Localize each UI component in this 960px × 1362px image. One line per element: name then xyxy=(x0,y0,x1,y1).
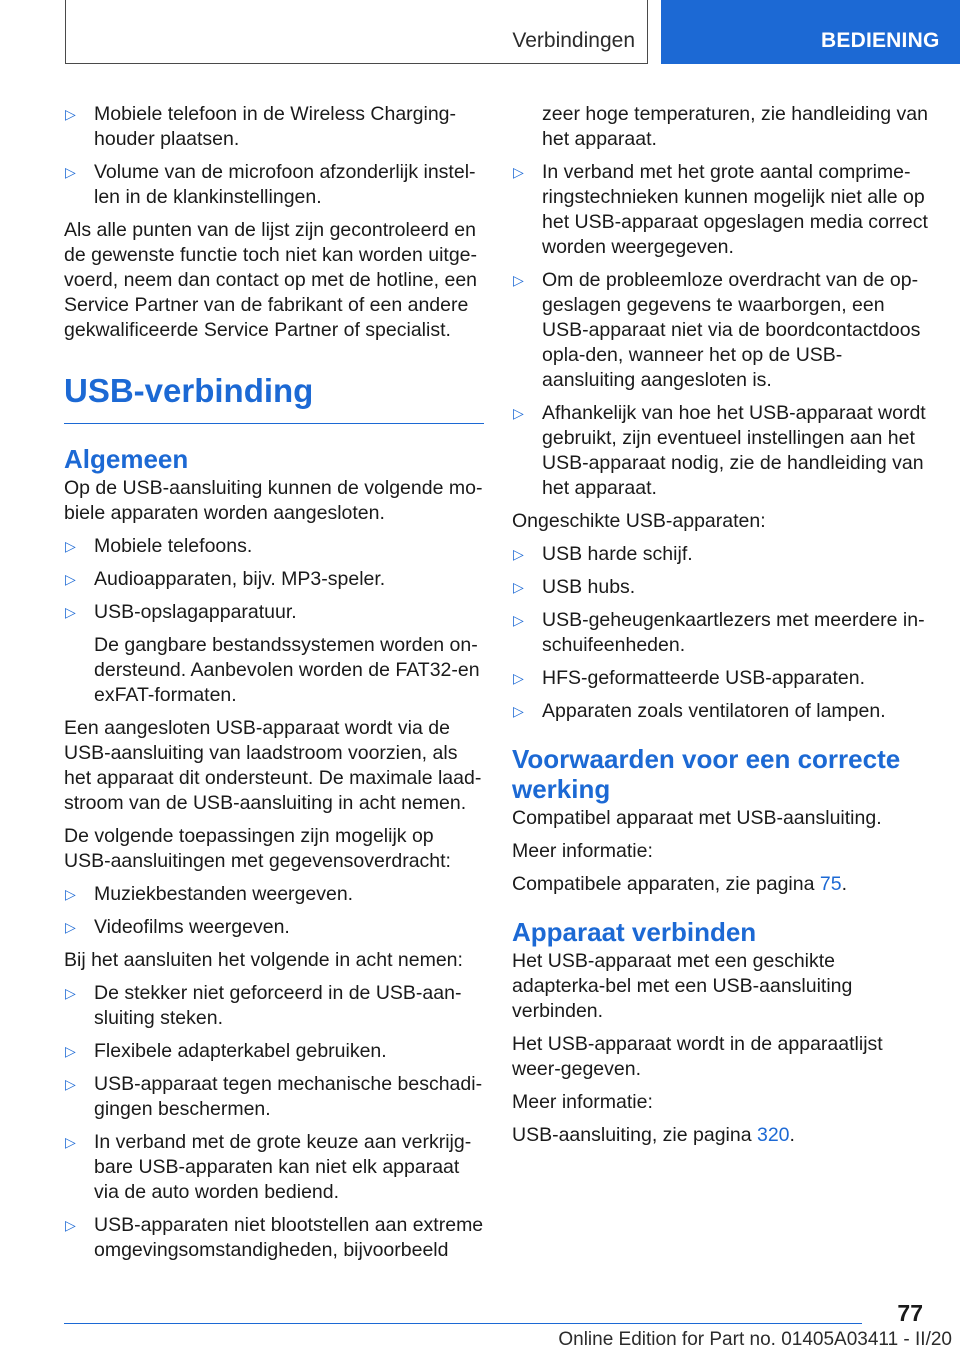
paragraph: Meer informatie: xyxy=(512,1091,653,1113)
bullet-triangle-icon: ▷ xyxy=(65,164,76,180)
list-item: ▷ Videofilms weergeven. xyxy=(65,916,290,938)
bullet-triangle-icon: ▷ xyxy=(65,571,76,587)
header-chapter-label: BEDIENING xyxy=(821,29,940,52)
section-heading: USB-verbinding xyxy=(64,371,484,424)
header-section-title: Verbindingen xyxy=(512,29,635,52)
bullet-triangle-icon: ▷ xyxy=(65,886,76,902)
list-item: ▷ In verband met het grote aantal comprime-ringstechnieken kunnen mogelijk niet alle op het USB-apparaat opgeslagen media correct worden weergegeven. xyxy=(513,161,928,258)
bullet-triangle-icon: ▷ xyxy=(65,1217,76,1233)
bullet-triangle-icon: ▷ xyxy=(513,579,524,595)
list-item-note: De gangbare bestandssystemen worden on-dersteund. Aanbevolen worden de FAT32-en exFAT-formaten. xyxy=(94,634,480,706)
bullet-triangle-icon: ▷ xyxy=(65,919,76,935)
page-link[interactable]: 75 xyxy=(819,873,842,895)
bullet-triangle-icon: ▷ xyxy=(65,1043,76,1059)
list-item: ▷ Volume van de microfoon afzonderlijk instel-len in de klankinstellingen. xyxy=(65,161,476,208)
bullet-triangle-icon: ▷ xyxy=(513,703,524,719)
paragraph: Compatibele apparaten, zie pagina 75. xyxy=(512,873,848,895)
page-number: 77 xyxy=(897,1300,923,1326)
paragraph: Een aangesloten USB-apparaat wordt via de USB-aansluiting van laadstroom voorzien, als het apparaat dit ondersteunt. De maximale laad-stroom van de USB-aansluiting in acht nemen. xyxy=(64,717,482,814)
list-item: ▷ Apparaten zoals ventilatoren of lampen. xyxy=(513,700,886,722)
list-item: ▷ USB-geheugenkaartlezers met meerdere in-schuifeenheden. xyxy=(513,609,925,656)
bullet-triangle-icon: ▷ xyxy=(65,1076,76,1092)
list-item: ▷ USB harde schijf. xyxy=(513,543,693,565)
list-item-continuation: zeer hoge temperaturen, zie handleiding van het apparaat. xyxy=(542,103,928,150)
paragraph: De volgende toepassingen zijn mogelijk op USB-aansluitingen met gegevensoverdracht: xyxy=(64,825,451,872)
list-item: ▷ Afhankelijk van hoe het USB-apparaat wordt gebruikt, zijn eventueel instellingen aan het USB-apparaat nodig, zie de handleiding van het apparaat. xyxy=(513,402,926,499)
bullet-triangle-icon: ▷ xyxy=(65,985,76,1001)
header-chapter-tab[interactable] xyxy=(661,0,960,64)
subsection-heading: Voorwaarden voor een correcte werking xyxy=(512,744,901,804)
list-item: ▷ USB hubs. xyxy=(513,576,636,598)
list-item: ▷ Mobiele telefoon in de Wireless Charging-houder plaatsen. xyxy=(65,103,457,150)
footer-divider xyxy=(64,1323,862,1324)
list-item: ▷ USB-apparaat tegen mechanische beschadi-gingen beschermen. xyxy=(65,1073,483,1120)
list-item: ▷ Om de probleemloze overdracht van de op-geslagen gegevens te waarborgen, een USB-apparaat niet via de boordcontactdoos opla-den, wanneer het op de USB-aansluiting aangesloten is. xyxy=(513,269,921,391)
subsection-heading: Apparaat verbinden xyxy=(512,917,757,947)
list-item: ▷ USB-opslagapparatuur. xyxy=(65,601,297,623)
bullet-triangle-icon: ▷ xyxy=(65,1134,76,1150)
bullet-triangle-icon: ▷ xyxy=(65,106,76,122)
subsection-heading: Algemeen xyxy=(64,444,189,474)
bullet-triangle-icon: ▷ xyxy=(513,546,524,562)
bullet-triangle-icon: ▷ xyxy=(513,272,524,288)
paragraph: Meer informatie: xyxy=(512,840,653,862)
list-item: ▷ De stekker niet geforceerd in de USB-aan-sluiting steken. xyxy=(65,982,462,1029)
paragraph: Het USB-apparaat met een geschikte adapterka-bel met een USB-aansluiting verbinden. xyxy=(512,950,853,1022)
paragraph: Compatibel apparaat met USB-aansluiting. xyxy=(512,807,882,829)
list-item: ▷ Audioapparaten, bijv. MP3-speler. xyxy=(65,568,386,590)
list-item: ▷ Muziekbestanden weergeven. xyxy=(65,883,354,905)
bullet-triangle-icon: ▷ xyxy=(513,405,524,421)
paragraph: Op de USB-aansluiting kunnen de volgende mo-biele apparaten worden aangesloten. xyxy=(64,477,483,524)
list-item: ▷ HFS-geformatteerde USB-apparaten. xyxy=(513,667,865,689)
paragraph: Bij het aansluiten het volgende in acht nemen: xyxy=(64,949,463,971)
bullet-triangle-icon: ▷ xyxy=(65,538,76,554)
left-column xyxy=(64,102,484,1271)
bullet-triangle-icon: ▷ xyxy=(513,670,524,686)
right-column xyxy=(512,102,932,1156)
bullet-triangle-icon: ▷ xyxy=(65,604,76,620)
list-item: ▷ USB-apparaten niet blootstellen aan extreme omgevingsomstandigheden, bijvoorbeeld xyxy=(65,1214,484,1261)
paragraph: Ongeschikte USB-apparaten: xyxy=(512,510,766,532)
list-item: ▷ Flexibele adapterkabel gebruiken. xyxy=(65,1040,387,1062)
bullet-triangle-icon: ▷ xyxy=(513,612,524,628)
page-link[interactable]: 320 xyxy=(756,1124,790,1146)
paragraph: USB-aansluiting, zie pagina 320. xyxy=(512,1124,795,1146)
list-item: ▷ In verband met de grote keuze aan verkrijg-bare USB-apparaten kan niet elk apparaat via de auto worden bediend. xyxy=(65,1131,472,1203)
footer-edition: Online Edition for Part no. 01405A03411 - II/20 xyxy=(558,1329,952,1350)
list-item: ▷ Mobiele telefoons. xyxy=(65,535,253,557)
paragraph: Het USB-apparaat wordt in de apparaatlijst weer-gegeven. xyxy=(512,1033,883,1080)
paragraph: Als alle punten van de lijst zijn gecontroleerd en de gewenste functie toch niet kan worden uitge-voerd, neem dan contact op met de hotline, een Service Partner van de fabrikant of een andere gekwalificeerde Service Partner of specialist. xyxy=(64,219,478,341)
bullet-triangle-icon: ▷ xyxy=(513,164,524,180)
